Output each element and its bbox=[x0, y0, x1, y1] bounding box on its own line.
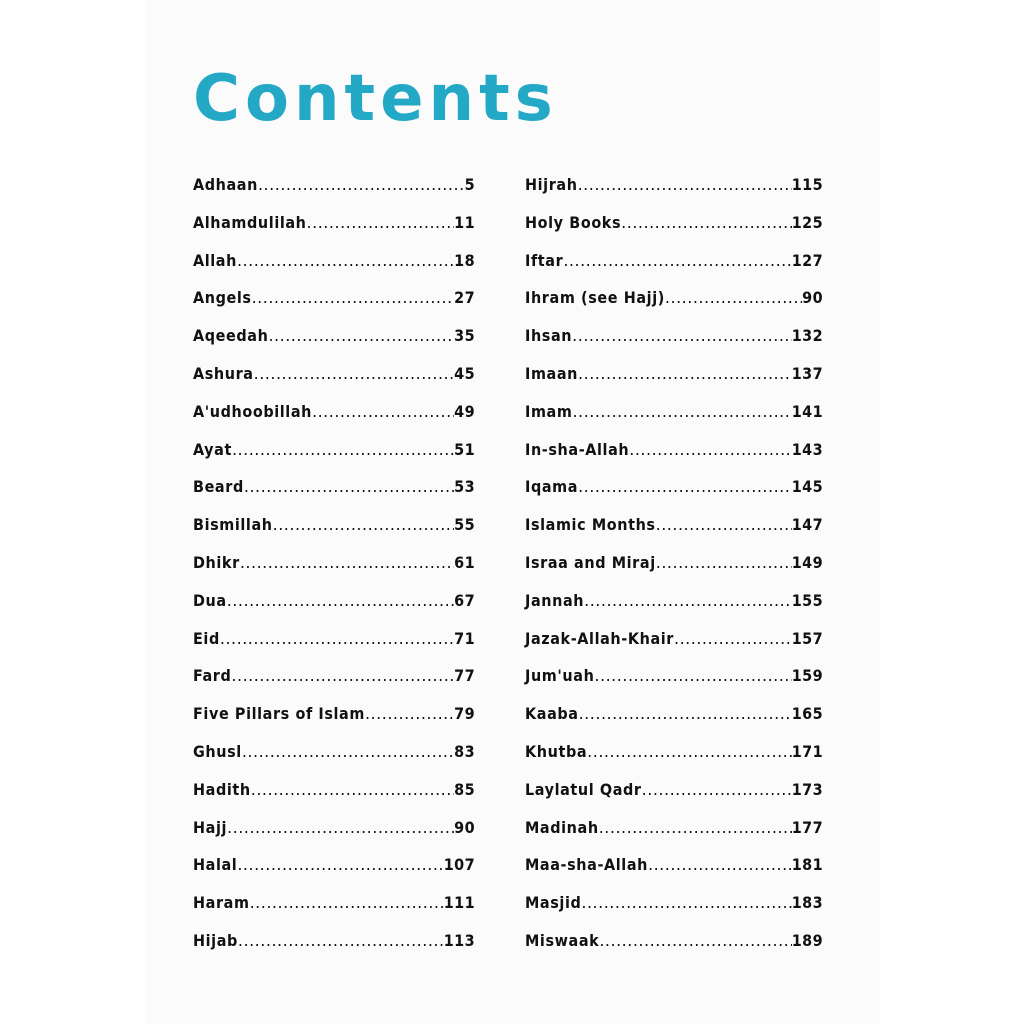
toc-entry[interactable] bbox=[525, 468, 823, 506]
toc-entry-page-number: 115 bbox=[791, 175, 823, 194]
toc-entry-page-number: 79 bbox=[454, 704, 475, 724]
toc-entry-title: Khutba bbox=[525, 741, 588, 761]
dot-leader bbox=[365, 695, 454, 733]
toc-column-left bbox=[193, 166, 475, 960]
toc-entry-page-number: 71 bbox=[454, 628, 475, 648]
dot-leader bbox=[227, 809, 454, 847]
toc-entry-page-number: 157 bbox=[791, 628, 823, 648]
toc-entry-page-number: 173 bbox=[791, 779, 823, 799]
toc-entry[interactable] bbox=[525, 279, 823, 317]
toc-entry[interactable] bbox=[193, 166, 475, 204]
toc-entry[interactable] bbox=[193, 884, 475, 922]
toc-entry[interactable] bbox=[525, 733, 823, 771]
dot-leader bbox=[642, 771, 792, 809]
toc-entry-page-number: 5 bbox=[464, 175, 475, 194]
toc-entry-title: Eid bbox=[193, 628, 220, 648]
toc-entry-page-number: 177 bbox=[791, 817, 823, 837]
toc-entry[interactable] bbox=[525, 393, 823, 431]
dot-leader bbox=[656, 506, 792, 544]
toc-entry[interactable] bbox=[525, 922, 823, 960]
toc-entry-title: Five Pillars of Islam bbox=[193, 704, 365, 724]
dot-leader bbox=[220, 620, 454, 658]
toc-entry-page-number: 149 bbox=[791, 552, 823, 572]
toc-entry-page-number: 67 bbox=[454, 590, 475, 610]
dot-leader bbox=[240, 544, 454, 582]
toc-entry-title: Madinah bbox=[525, 817, 599, 837]
toc-entry-title: Masjid bbox=[525, 893, 582, 913]
toc-entry-page-number: 35 bbox=[454, 326, 475, 346]
toc-entry-title: Bismillah bbox=[193, 515, 273, 535]
toc-entry-title: Imaan bbox=[525, 363, 579, 383]
toc-entry[interactable] bbox=[193, 809, 475, 847]
toc-entry-title: Maa-sha-Allah bbox=[525, 855, 648, 875]
toc-entry-page-number: 155 bbox=[791, 590, 823, 610]
toc-entry[interactable] bbox=[525, 582, 823, 620]
toc-entry-title: Ayat bbox=[193, 439, 232, 459]
dot-leader bbox=[244, 468, 454, 506]
toc-entry[interactable] bbox=[525, 317, 823, 355]
toc-entry-page-number: 11 bbox=[454, 212, 475, 232]
toc-entry-page-number: 90 bbox=[802, 288, 823, 308]
dot-leader bbox=[587, 733, 792, 771]
toc-entry-page-number: 147 bbox=[791, 515, 823, 535]
toc-entry-page-number: 111 bbox=[443, 893, 475, 913]
toc-entry-title: Islamic Months bbox=[525, 515, 656, 535]
toc-entry[interactable] bbox=[525, 620, 823, 658]
dot-leader bbox=[629, 431, 792, 469]
dot-leader bbox=[242, 733, 454, 771]
toc-entry-page-number: 107 bbox=[443, 855, 475, 875]
toc-entry-page-number: 143 bbox=[791, 439, 823, 459]
toc-entry-page-number: 18 bbox=[454, 250, 475, 270]
toc-entry-title: Fard bbox=[193, 666, 232, 686]
toc-entry-page-number: 55 bbox=[454, 515, 475, 535]
toc-entry-title: Iqama bbox=[525, 477, 579, 497]
dot-leader bbox=[674, 620, 792, 658]
toc-entry[interactable] bbox=[525, 846, 823, 884]
toc-entry[interactable] bbox=[193, 544, 475, 582]
dot-leader bbox=[665, 279, 802, 317]
toc-entry-page-number: 27 bbox=[454, 288, 475, 308]
toc-entry-title: Jum'uah bbox=[525, 666, 595, 686]
toc-entry-title: Hadith bbox=[193, 779, 251, 799]
toc-entry-title: Dhikr bbox=[193, 552, 240, 572]
dot-leader bbox=[581, 884, 791, 922]
toc-entry-title: Miswaak bbox=[525, 930, 600, 950]
toc-entry[interactable] bbox=[525, 544, 823, 582]
dot-leader bbox=[231, 657, 454, 695]
toc-entry[interactable] bbox=[525, 695, 823, 733]
toc-entry-title: Angels bbox=[193, 288, 252, 308]
toc-entry-title: Adhaan bbox=[193, 175, 258, 194]
toc-entry-title: Haram bbox=[193, 893, 250, 913]
toc-entry[interactable] bbox=[193, 279, 475, 317]
toc-column-right bbox=[525, 166, 823, 960]
toc-entry[interactable] bbox=[193, 922, 475, 960]
toc-entry[interactable] bbox=[193, 733, 475, 771]
toc-entry-title: Aqeedah bbox=[193, 326, 269, 346]
toc-entry-title: Ihsan bbox=[525, 326, 573, 346]
toc-entry[interactable] bbox=[525, 166, 823, 204]
toc-entry-title: Ihram (see Hajj) bbox=[525, 288, 665, 308]
toc-entry-title: Ghusl bbox=[193, 741, 242, 761]
toc-entry[interactable] bbox=[193, 582, 475, 620]
toc-entry-page-number: 137 bbox=[791, 363, 823, 383]
toc-entry-title: Israa and Miraj bbox=[525, 552, 656, 572]
toc-entry-page-number: 90 bbox=[454, 817, 475, 837]
toc-entry-title: Beard bbox=[193, 477, 244, 497]
toc-entry-title: Kaaba bbox=[525, 704, 579, 724]
toc-entry[interactable] bbox=[193, 506, 475, 544]
dot-leader bbox=[268, 317, 454, 355]
toc-entry-page-number: 181 bbox=[791, 855, 823, 875]
toc-entry-title: Dua bbox=[193, 590, 227, 610]
dot-leader bbox=[232, 431, 454, 469]
dot-leader bbox=[251, 771, 454, 809]
toc-entry-title: Hijrah bbox=[525, 175, 578, 194]
dot-leader bbox=[250, 884, 444, 922]
toc-entry-title: Halal bbox=[193, 855, 238, 875]
toc-entry[interactable] bbox=[193, 657, 475, 695]
dot-leader bbox=[563, 242, 791, 280]
dot-leader bbox=[237, 242, 454, 280]
dot-leader bbox=[273, 506, 455, 544]
dot-leader bbox=[656, 544, 792, 582]
toc-entry[interactable] bbox=[193, 431, 475, 469]
toc-entry[interactable] bbox=[525, 506, 823, 544]
toc-entry-title: Laylatul Qadr bbox=[525, 779, 642, 799]
toc-entry[interactable] bbox=[525, 204, 823, 242]
toc-entry-page-number: 132 bbox=[791, 326, 823, 346]
toc-entry-page-number: 85 bbox=[454, 779, 475, 799]
dot-leader bbox=[599, 809, 792, 847]
toc-entry-title: Hijab bbox=[193, 930, 238, 950]
toc-entry[interactable] bbox=[193, 317, 475, 355]
toc-entry[interactable] bbox=[193, 204, 475, 242]
toc-entry[interactable] bbox=[525, 431, 823, 469]
dot-leader bbox=[599, 922, 791, 960]
toc-entry-page-number: 113 bbox=[443, 930, 475, 950]
dot-leader bbox=[594, 657, 791, 695]
dot-leader bbox=[578, 468, 792, 506]
toc-entry-page-number: 183 bbox=[791, 893, 823, 913]
toc-entry-title: Imam bbox=[525, 401, 573, 421]
dot-leader bbox=[584, 582, 792, 620]
toc-entry-page-number: 159 bbox=[791, 666, 823, 686]
toc-entry-page-number: 53 bbox=[454, 477, 475, 497]
toc-entry-page-number: 145 bbox=[791, 477, 823, 497]
dot-leader bbox=[579, 695, 792, 733]
toc-entry-title: Iftar bbox=[525, 250, 564, 270]
toc-entry[interactable] bbox=[525, 771, 823, 809]
toc-entry-title: Holy Books bbox=[525, 212, 622, 232]
dot-leader bbox=[307, 204, 455, 242]
toc-entry-page-number: 171 bbox=[791, 741, 823, 761]
page-title: Contents bbox=[193, 62, 558, 136]
toc-entry-page-number: 45 bbox=[454, 363, 475, 383]
dot-leader bbox=[252, 279, 455, 317]
toc-entry[interactable] bbox=[193, 242, 475, 280]
toc-entry[interactable] bbox=[525, 884, 823, 922]
toc-entry[interactable] bbox=[525, 355, 823, 393]
toc-entry-title: A'udhoobillah bbox=[193, 401, 312, 421]
toc-entry[interactable] bbox=[193, 468, 475, 506]
toc-entry[interactable] bbox=[193, 393, 475, 431]
toc-entry-page-number: 127 bbox=[791, 250, 823, 270]
toc-entry-title: Hajj bbox=[193, 817, 228, 837]
dot-leader bbox=[621, 204, 792, 242]
toc-entry-title: Jannah bbox=[525, 590, 585, 610]
toc-entry-page-number: 83 bbox=[454, 741, 475, 761]
toc-entry-title: Jazak-Allah-Khair bbox=[525, 628, 674, 648]
dot-leader bbox=[227, 582, 454, 620]
dot-leader bbox=[237, 846, 443, 884]
toc-entry[interactable] bbox=[193, 355, 475, 393]
dot-leader bbox=[258, 166, 465, 204]
dot-leader bbox=[238, 922, 444, 960]
toc-entry[interactable] bbox=[193, 771, 475, 809]
toc-entry-page-number: 189 bbox=[791, 930, 823, 950]
toc-entry-page-number: 51 bbox=[454, 439, 475, 459]
toc-entry-title: In-sha-Allah bbox=[525, 439, 630, 459]
toc-entry-page-number: 77 bbox=[454, 666, 475, 686]
toc-entry[interactable] bbox=[525, 657, 823, 695]
dot-leader bbox=[578, 166, 792, 204]
dot-leader bbox=[572, 317, 792, 355]
toc-entry-page-number: 165 bbox=[791, 704, 823, 724]
toc-entry[interactable] bbox=[193, 846, 475, 884]
toc-entry-page-number: 125 bbox=[791, 212, 823, 232]
dot-leader bbox=[312, 393, 454, 431]
dot-leader bbox=[254, 355, 455, 393]
toc-entry-page-number: 49 bbox=[454, 401, 475, 421]
dot-leader bbox=[572, 393, 791, 431]
toc-entry[interactable] bbox=[525, 242, 823, 280]
toc-entry-title: Ashura bbox=[193, 363, 254, 383]
toc-entry-page-number: 141 bbox=[791, 401, 823, 421]
dot-leader bbox=[578, 355, 792, 393]
toc-entry[interactable] bbox=[193, 620, 475, 658]
toc-entry[interactable] bbox=[525, 809, 823, 847]
toc-entry-title: Allah bbox=[193, 250, 237, 270]
toc-entry-title: Alhamdulilah bbox=[193, 212, 307, 232]
toc-entry-page-number: 61 bbox=[454, 552, 475, 572]
toc-entry[interactable] bbox=[193, 695, 475, 733]
dot-leader bbox=[648, 846, 792, 884]
